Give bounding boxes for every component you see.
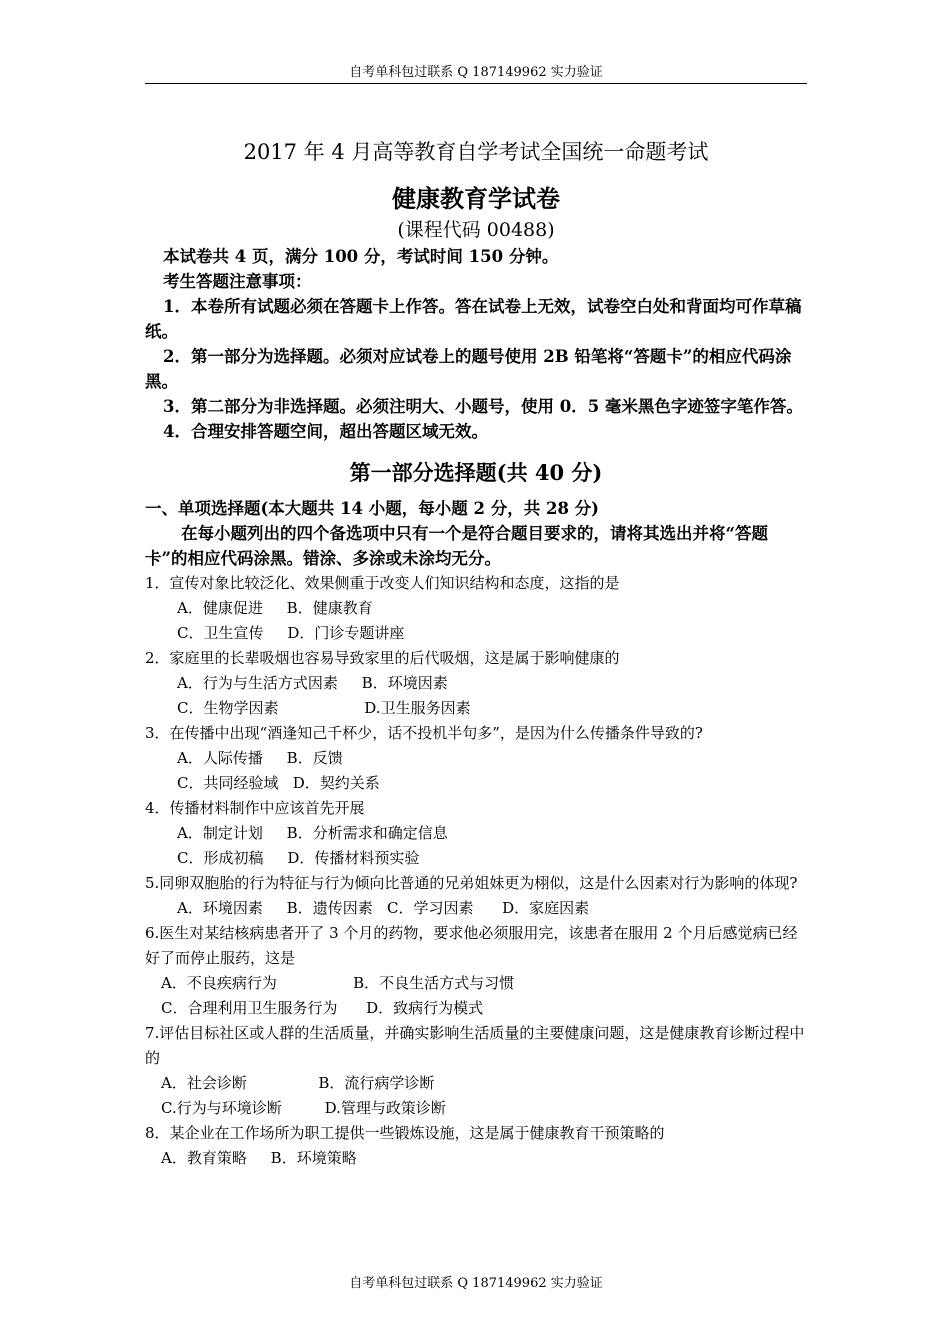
question-options: A．环境因素 B．遗传因素 C．学习因素 D．家庭因素 [177, 899, 590, 917]
question-stem: 5.同卵双胞胎的行为特征与行为倾向比普通的兄弟姐妹更为栩似，这是什么因素对行为影响的体现? [145, 874, 798, 892]
notice-item: 2．第一部分为选择题。必须对应试卷上的题号使用 2B 铅笔将“答题卡”的相应代码涂黑。 [145, 347, 792, 391]
question-options: C.行为与环境诊断 D.管理与政策诊断 [161, 1099, 446, 1117]
question-stem: 2．家庭里的长辈吸烟也容易导致家里的后代吸烟，这是属于影响健康的 [145, 649, 620, 667]
exam-summary: 本试卷共 4 页，满分 100 分，考试时间 150 分钟。 [163, 247, 559, 266]
question-options: A．制定计划 B．分析需求和确定信息 [177, 824, 448, 842]
part-title: 第一部分选择题(共 40 分) [349, 460, 603, 485]
question-options: C．生物学因素 D.卫生服务因素 [177, 699, 471, 717]
question-options: A．健康促进 B．健康教育 [177, 599, 373, 617]
notice-heading: 考生答题注意事项： [163, 272, 312, 291]
notice-item: 1．本卷所有试题必须在答题卡上作答。答在试卷上无效，试卷空白处和背面均可作草稿纸。 [145, 297, 802, 341]
question-stem: 6.医生对某结核病患者开了 3 个月的药物，要求他必须服用完，该患者在服用 2 个月后感觉病已经好了而停止服药，这是 [145, 924, 798, 967]
question-options: A．行为与生活方式因素 B．环境因素 [177, 674, 448, 692]
question-options: C．形成初稿 D．传播材料预实验 [177, 849, 420, 867]
question-stem: 4．传播材料制作中应该首先开展 [145, 799, 365, 817]
exam-title: 2017 年 4 月高等教育自学考试全国统一命题考试 [243, 140, 709, 164]
page-footer: 自考单科包过联系 Q 187149962 实力验证 [349, 1276, 603, 1291]
question-options: A．教育策略 B．环境策略 [161, 1149, 357, 1167]
page-header: 自考单科包过联系 Q 187149962 实力验证 [145, 64, 807, 84]
question-options: C．合理利用卫生服务行为 D．致病行为模式 [161, 999, 484, 1017]
question-stem: 1．宣传对象比较泛化、效果侧重于改变人们知识结构和态度，这指的是 [145, 574, 620, 592]
question-options: A．社会诊断 B．流行病学诊断 [161, 1074, 435, 1092]
notice-item: 4．合理安排答题空间，超出答题区域无效。 [163, 422, 488, 441]
course-code: (课程代码 00488) [397, 219, 555, 241]
question-stem: 7.评估目标社区或人群的生活质量，并确实影响生活质量的主要健康问题，这是健康教育诊断过程中的 [145, 1024, 805, 1067]
section-instruction: 在每小题列出的四个备选项中只有一个是符合题目要求的，请将其选出并将“答题卡”的相应代码涂黑。错涂、多涂或未涂均无分。 [145, 524, 768, 568]
notice-item: 3．第二部分为非选择题。必须注明大、小题号，使用 0．5 毫米黑色字迹签字笔作答。 [163, 397, 803, 416]
question-options: C．卫生宣传 D．门诊专题讲座 [177, 624, 405, 642]
exam-content [145, 136, 807, 1171]
question-options: A．不良疾病行为 B．不良生活方式与习惯 [161, 974, 515, 992]
section-title: 一、单项选择题(本大题共 14 小题，每小题 2 分，共 28 分) [145, 499, 599, 518]
question-options: A．人际传播 B．反馈 [177, 749, 343, 767]
question-stem: 8．某企业在工作场所为职工提供一些锻炼设施，这是属于健康教育干预策略的 [145, 1124, 665, 1142]
paper-title: 健康教育学试卷 [392, 184, 560, 213]
question-stem: 3．在传播中出现“酒逢知己千杯少，话不投机半句多”，是因为什么传播条件导致的? [145, 724, 703, 742]
question-options: C．共同经验域 D．契约关系 [177, 774, 380, 792]
